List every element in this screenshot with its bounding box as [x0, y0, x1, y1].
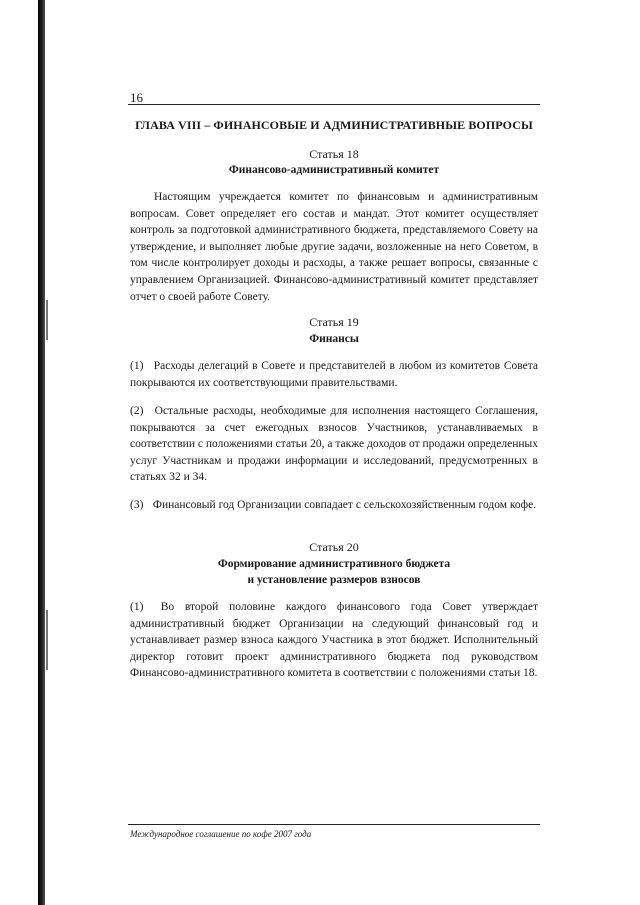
scan-edge-shadow	[38, 0, 45, 905]
footer-rule	[128, 824, 540, 825]
paragraph-number: (3)	[130, 499, 144, 511]
chapter-title: ГЛАВА VIII – ФИНАНСОВЫЕ И АДМИНИСТРАТИВНЫЕ ВОПРОСЫ	[135, 118, 533, 132]
paragraph	[130, 189, 538, 305]
scan-speck	[46, 300, 48, 340]
scan-speck	[46, 610, 48, 670]
paragraph	[130, 497, 538, 514]
article-title: Финансы	[309, 333, 359, 345]
article-number: Статья 19	[309, 315, 359, 329]
footer-text: Международное соглашение по кофе 2007 года	[130, 829, 312, 839]
paragraph-text: Финансовый год Организации совпадает с сельскохозяйственным годом кофе.	[152, 499, 537, 511]
paragraph	[130, 403, 538, 486]
paragraph-text: Настоящим учреждается комитет по финансовым и административным вопросам. Совет определяет его состав и мандат. Этот комитет осуществляет контроль за подготовкой административного бюджета, представляемого Совету на утверждение, и выполняет любые другие задачи, возложенные на него Советом, в том числе контролирует доходы и расходы, а также решает вопросы, связанные с управлением Организацией. Финансово-административный комитет представляет отчет о своей работе Совету.	[130, 191, 538, 303]
paragraph	[130, 599, 538, 682]
article-number: Статья 20	[309, 540, 359, 554]
paragraph	[130, 358, 538, 391]
paragraph-number: (1)	[130, 601, 144, 613]
page-number: 16	[130, 90, 143, 105]
paragraph-text: Расходы делегаций в Совете и представителей в любом из комитетов Совета покрываются их соответствующими правительствами.	[130, 360, 538, 389]
article-title: и установление размеров взносов	[247, 574, 421, 586]
paragraph-text: Во второй половине каждого финансового года Совет утверждает административный бюджет Организации на следующий финансовый год и устанавливает размер взноса каждого Участника в этот бюджет. Исполнительный директор готовит проект административного бюджета под руководством Финансово-административного комитета в соответствии с положениями статьи 18.	[130, 601, 538, 680]
paragraph-number: (2)	[130, 405, 144, 417]
article-number: Статья 18	[309, 147, 359, 161]
header-rule	[128, 104, 540, 105]
paragraph-text: Остальные расходы, необходимые для исполнения настоящего Соглашения, покрываются за счет ежегодных взносов Участников, устанавливаемых в соответствии с положениями статьи 20, а также доходов от продажи определенных услуг Участникам и продажи информации и исследований, предусмотренных в статьях 32 и 34.	[130, 405, 538, 484]
article-title: Финансово-административный комитет	[228, 164, 440, 176]
article-title: Формирование административного бюджета	[217, 558, 451, 570]
paragraph-number: (1)	[130, 360, 144, 372]
